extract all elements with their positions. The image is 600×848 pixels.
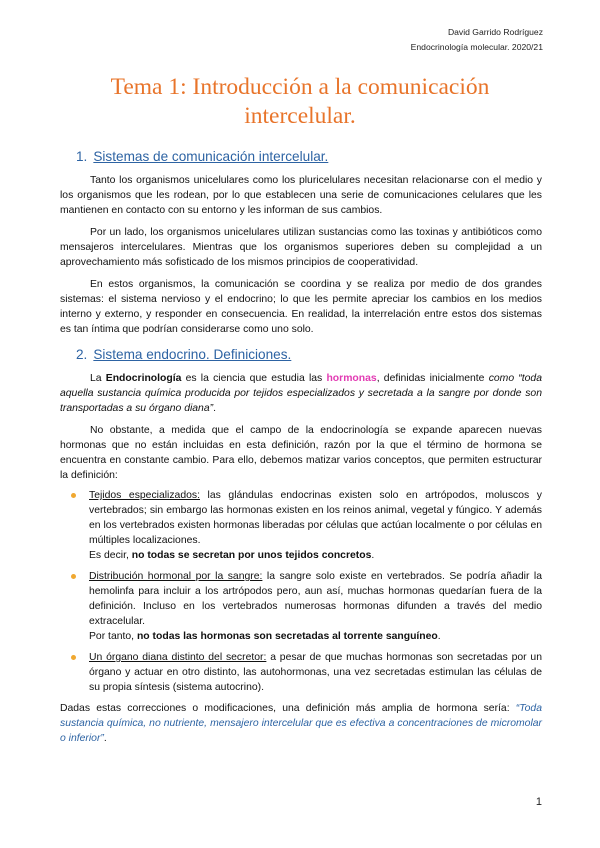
endocrinology-term: Endocrinología xyxy=(105,373,182,384)
hormonas-highlight: hormonas xyxy=(326,373,377,384)
bold-text: no todas las hormonas son secretadas al torrente sanguíneo xyxy=(136,631,438,642)
text-run: es la ciencia que estudia las xyxy=(181,373,327,384)
text-run: La xyxy=(90,373,106,384)
bullet-text: a pesar de que muchas hormonas son secretadas por un órgano y actuar en otro distinto, las autohormonas, una vez secretadas estimulan las células de su propia síntesis (sistema autocrino). xyxy=(89,652,542,693)
text-run: . xyxy=(371,550,375,561)
section-1-paragraph: Por un lado, los organismos unicelulares utilizan sustancias como las toxinas y antibióticos como mensajeros intercelulares. Mientras que los organismos superiores deben su complejidad a un aprovechamiento más sofisticado de los mismos principios de cooperatividad. xyxy=(60,227,542,268)
section-1-number: 1. xyxy=(76,149,88,164)
list-item xyxy=(60,650,542,695)
header-author: David Garrido Rodríguez xyxy=(447,27,543,37)
bullet-text: las glándulas endocrinas existen solo en artrópodos, moluscos y vertebrados; sin embargo las hormonas existen en los reinos animal, vegetal y fúngico. Y además en los vertebrados existen hormonas liberadas por células que actúan localmente o por células en múltiples localizaciones. xyxy=(89,490,542,546)
text-run: , definidas inicialmente xyxy=(376,373,489,384)
section-2-heading xyxy=(60,346,542,364)
bullet-icon xyxy=(71,655,76,660)
bullet-icon xyxy=(71,493,76,498)
section-2-paragraph: No obstante, a medida que el campo de la endocrinología se expande aparecen nuevas hormonas que no están incluidas en esta definición, razón por la que el término de hormona se encuentra en constante cambio. Para ello, debemos matizar varios conceptos, que permiten estructurar la definición: xyxy=(60,425,542,481)
section-1-paragraph: Tanto los organismos unicelulares como los pluricelulares necesitan relacionarse con el medio y los organismos que les rodean, por lo que establecen una serie de comunicaciones celulares que les mantienen en contacto con su entorno y les informan de sus cambios. xyxy=(60,175,542,216)
list-item xyxy=(60,569,542,644)
bullet-icon xyxy=(71,574,76,579)
text-run: Dadas estas correcciones o modificaciones, una definición más amplia de hormona sería: xyxy=(60,703,516,714)
concepts-list xyxy=(60,488,542,695)
document-title: Tema 1: Introducción a la comunicación intercelular. xyxy=(110,74,490,129)
broader-definition xyxy=(60,701,542,746)
text-run: Por tanto, xyxy=(89,631,137,642)
section-1-title: Sistemas de comunicación intercelular. xyxy=(93,149,329,164)
section-2-title: Sistema endocrino. Definiciones. xyxy=(93,347,292,362)
bullet-label: Tejidos especializados: xyxy=(89,490,200,501)
section-2 xyxy=(60,346,542,746)
section-1-heading xyxy=(60,148,542,166)
bullet-text: la sangre solo existe en vertebrados. Se podría añadir la hemolinfa para incluir a los artrópodos pero, aun así, muchas hormonas quedarían fuera de la definición. Incluso en los vertebrados numerosas hormonas difunden a través del medio extracelular. xyxy=(89,571,543,627)
text-run: . xyxy=(103,733,107,744)
text-run: . xyxy=(213,403,216,414)
bullet-label: Distribución hormonal por la sangre: xyxy=(89,571,263,582)
section-1-paragraph: En estos organismos, la comunicación se coordina y se realiza por medio de dos grandes sistemas: el sistema nervioso y el endocrino; lo que les permite apreciar los cambios en los medios interno y externo, y responder en consecuencia. En realidad, la interrelación entre estos dos sistemas es tan íntima que podrían considerarse como uno solo. xyxy=(60,279,542,335)
bold-text: no todas se secretan por unos tejidos concretos xyxy=(131,550,372,561)
page-header xyxy=(411,25,543,55)
header-course: Endocrinología molecular. 2020/21 xyxy=(410,42,543,52)
broader-definition-quote: “Toda sustancia química, no nutriente, mensajero intercelular que es efectiva a concentraciones de micromolar o inferior” xyxy=(60,703,542,744)
initial-definition-quote: como “toda aquella sustancia química producida por tejidos especializados y secretada a la sangre por donde son transportadas a su órgano diana” xyxy=(60,373,542,414)
bullet-conclusion xyxy=(89,548,542,563)
endocrinology-definition xyxy=(60,371,542,416)
text-run: Es decir, xyxy=(89,550,132,561)
bullet-label: Un órgano diana distinto del secretor: xyxy=(89,652,267,663)
section-2-number: 2. xyxy=(76,347,88,362)
text-run: . xyxy=(437,631,441,642)
page-number: 1 xyxy=(535,796,542,808)
list-item xyxy=(60,488,542,563)
section-1 xyxy=(60,148,542,337)
bullet-conclusion xyxy=(89,629,542,644)
